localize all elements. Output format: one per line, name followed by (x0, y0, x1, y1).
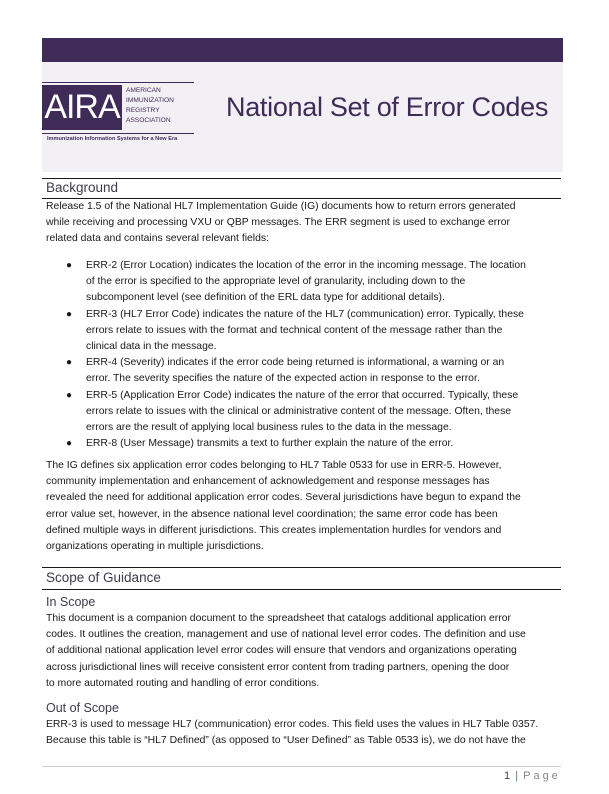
section-rule (42, 178, 561, 179)
text-line: ERR-3 is used to message HL7 (communication) error codes. This field uses the values in HL7 Table 0357. (46, 719, 539, 730)
section-heading-background: Background (46, 180, 119, 195)
err-field-list (0, 258, 609, 452)
page-separator: | (515, 770, 519, 782)
aira-logo (42, 82, 194, 142)
logo-org-name (126, 86, 174, 126)
bullet-icon: ● (66, 389, 73, 401)
text-line: error value set, however, in the absence national level coordination; the same error code has been (46, 508, 498, 520)
document-header (42, 38, 563, 172)
text-line: The IG defines six application error codes belonging to HL7 Table 0533 for use in ERR-5. However, (46, 460, 502, 471)
bullet-icon: ● (66, 260, 73, 271)
text-line: organizations operating in multiple jurisdictions. (46, 541, 264, 553)
in-scope-text (46, 611, 566, 692)
text-line: Because this table is “HL7 Defined” (as opposed to “User Defined” as Table 0533 is), we do not have the (46, 735, 526, 747)
text-line: Release 1.5 of the National HL7 Implementation Guide (IG) documents how to return errors generated (46, 201, 516, 212)
text-line: ERR-2 (Error Location) indicates the location of the error in the incoming message. The location (86, 260, 526, 271)
text-line: clinical data in the message. (86, 341, 217, 353)
text-line: codes. It outlines the creation, management and use of national level error codes. The definition and use (46, 629, 526, 641)
footer-rule (42, 766, 561, 767)
text-line: related data and contains several relevant fields: (46, 233, 269, 245)
text-line: errors relate to issues with the clinical or administrative content of the message. Often, these (86, 405, 512, 417)
text-line: This document is a companion document to the spreadsheet that catalogs additional application error (46, 613, 511, 624)
bullet-icon: ● (66, 308, 73, 320)
logo-word: AMERICAN (126, 87, 161, 94)
subheading-in-scope: In Scope (46, 595, 96, 609)
section-rule (42, 589, 561, 590)
page-number (504, 770, 561, 782)
subheading-out-of-scope: Out of Scope (46, 701, 119, 715)
bullet-icon: ● (66, 357, 73, 369)
list-item (0, 436, 609, 452)
text-line: to more automated routing and handling of error conditions. (46, 677, 320, 689)
text-line: across jurisdictional lines will receive consistent error content from trading partners, opening the door (46, 661, 510, 673)
logo-divider (42, 82, 194, 83)
logo-abbreviation: AIRA (42, 85, 122, 130)
text-line: ERR-4 (Severity) indicates if the error code being returned is informational, a warning or an (86, 357, 505, 369)
text-line: ERR-8 (User Message) transmits a text to further explain the nature of the error. (86, 438, 454, 450)
list-item (0, 355, 609, 387)
text-line: errors are the result of applying local business rules to the data in the message. (86, 422, 452, 434)
text-line: defined multiple ways in different jurisdictions. This creates implementation hurdles for vendors and (46, 524, 502, 536)
bullet-icon: ● (66, 438, 73, 450)
text-line: while receiving and processing VXU or QBP messages. The ERR segment is used to exchange error (46, 217, 510, 229)
background-intro (46, 199, 566, 248)
text-line: error. The severity specifies the nature of the expected action in response to the error. (86, 373, 480, 385)
header-color-bar (42, 38, 563, 62)
out-of-scope-text (46, 717, 566, 749)
logo-divider (42, 133, 194, 134)
list-item (0, 258, 609, 307)
text-line: community implementation and enhancement of acknowledgement and response messages has (46, 476, 490, 488)
logo-word: IMMUNIZATION (126, 97, 174, 104)
list-item (0, 388, 609, 437)
text-line: subcomponent level (see definition of the ERL data type for additional details). (86, 292, 445, 304)
logo-word: REGISTRY (126, 107, 160, 114)
text-line: errors relate to issues with the format and technical content of the message rather than the (86, 324, 503, 336)
section-rule (42, 567, 561, 568)
section-heading-scope: Scope of Guidance (46, 570, 161, 585)
background-closing (46, 458, 566, 555)
list-item (0, 307, 609, 356)
text-line: of additional national application level error codes will ensure that vendors and organizations operating (46, 645, 517, 657)
text-line: ERR-5 (Application Error Code) indicates the nature of the error that occurred. Typically, these (86, 389, 519, 401)
logo-word: ASSOCIATION (126, 117, 171, 124)
text-line: revealed the need for additional application error codes. Several jurisdictions have begun to expand the (46, 492, 521, 504)
page-number-value: 1 (504, 770, 511, 782)
page-label: Page (523, 770, 561, 782)
document-title: National Set of Error Codes (226, 92, 549, 122)
text-line: ERR-3 (HL7 Error Code) indicates the nature of the HL7 (communication) error. Typically, these (86, 308, 524, 320)
logo-tagline: Immunization Information Systems for a New Era (47, 136, 178, 142)
text-line: of the error is specified to the appropriate level of granularity, including down to the (86, 276, 466, 288)
